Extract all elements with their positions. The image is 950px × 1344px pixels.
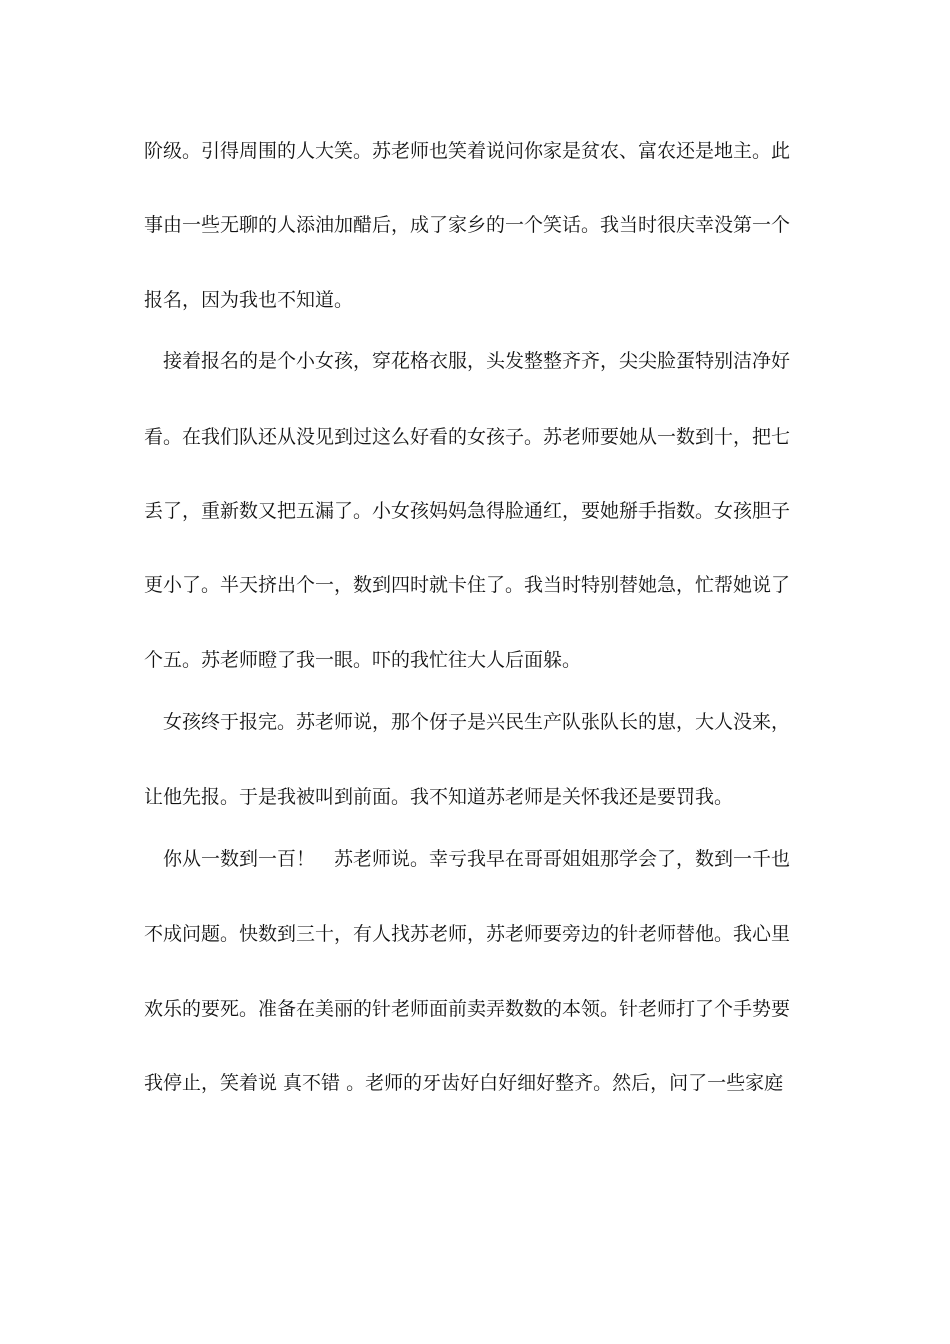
text-line: 报名，因为我也不知道。 xyxy=(144,289,354,311)
text-line: 更小了。半天挤出个一，数到四时就卡住了。我当时特别替她急，忙帮她说了 xyxy=(144,574,791,596)
text-line: 看。在我们队还从没见到过这么好看的女孩子。苏老师要她从一数到十，把七 xyxy=(144,426,791,448)
text-line: 让他先报。于是我被叫到前面。我不知道苏老师是关怀我还是要罚我。 xyxy=(144,786,734,808)
text-line: 阶级。引得周围的人大笑。苏老师也笑着说问你家是贫农、富农还是地主。此 xyxy=(144,140,791,162)
text-line: 我停止，笑着说 真不错 。老师的牙齿好白好细好整齐。然后，问了一些家庭 xyxy=(144,1072,784,1094)
text-line: 女孩终于报完。苏老师说，那个伢子是兴民生产队张队长的崽，大人没来， xyxy=(144,711,791,733)
text-line: 欢乐的要死。准备在美丽的针老师面前卖弄数数的本领。针老师打了个手势要 xyxy=(144,998,791,1020)
text-line: 你从一数到一百！ 苏老师说。幸亏我早在哥哥姐姐那学会了，数到一千也 xyxy=(144,848,791,870)
text-line: 个五。苏老师瞪了我一眼。吓的我忙往大人后面躲。 xyxy=(144,649,582,671)
text-line: 丢了，重新数又把五漏了。小女孩妈妈急得脸通红，要她掰手指数。女孩胆子 xyxy=(144,500,791,522)
text-line: 事由一些无聊的人添油加醋后，成了家乡的一个笑话。我当时很庆幸没第一个 xyxy=(144,214,791,236)
text-line: 接着报名的是个小女孩，穿花格衣服，头发整整齐齐，尖尖脸蛋特别洁净好 xyxy=(144,350,791,372)
text-line: 不成问题。快数到三十，有人找苏老师，苏老师要旁边的针老师替他。我心里 xyxy=(144,923,791,945)
